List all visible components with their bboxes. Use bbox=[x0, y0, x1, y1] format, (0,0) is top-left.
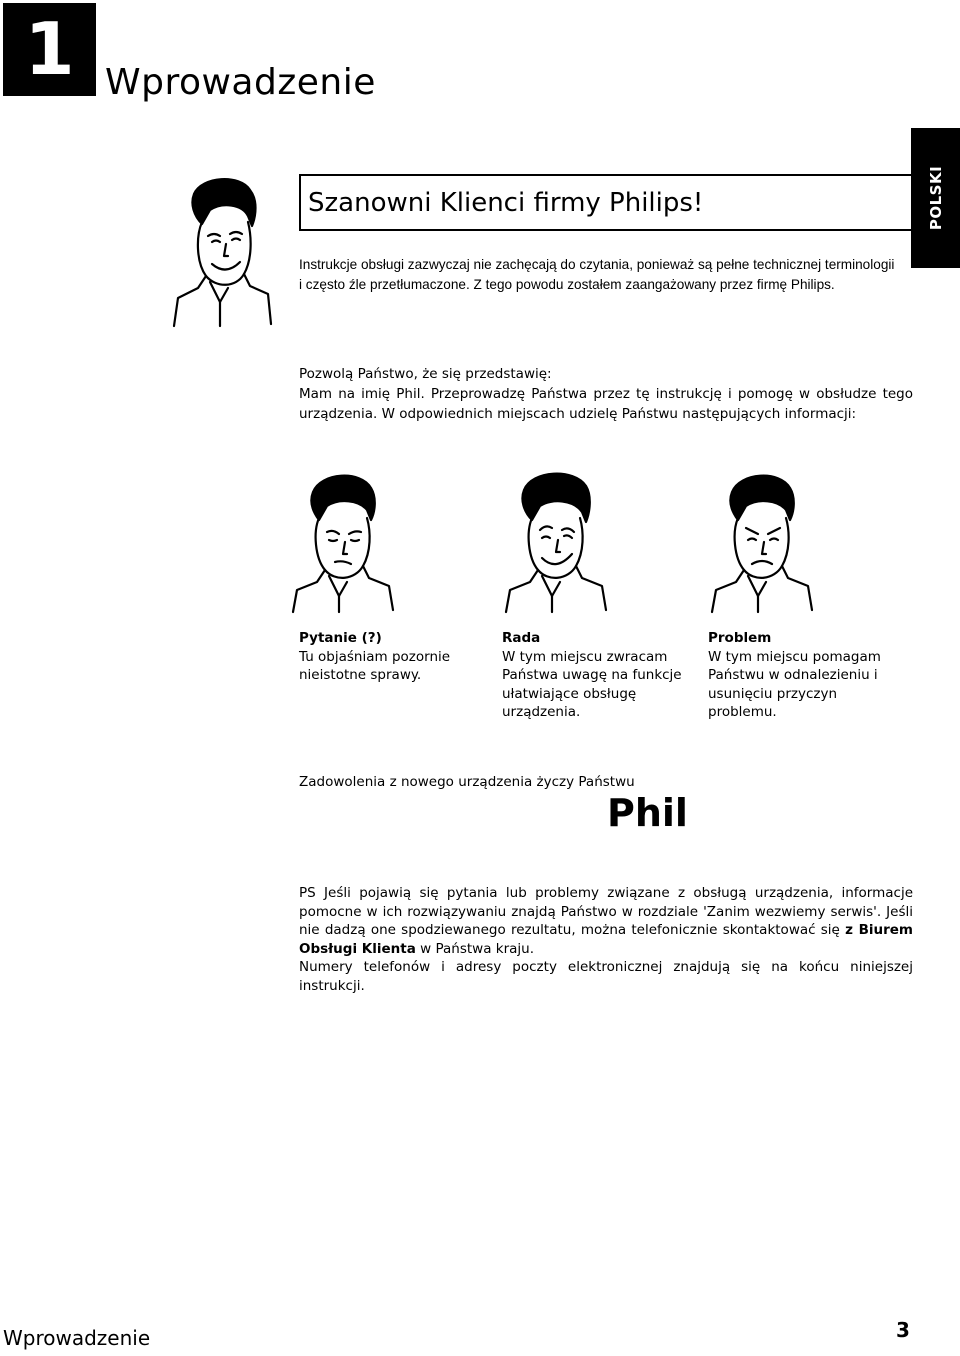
ps-text: PS Jeśli pojawią się pytania lub problemy związane z obsługą urządzenia, informacje pomocne w ich rozwiązywaniu znajdą Państwo w rozdziale 'Zanim wezwiemy serwis'. Jeśli nie dadzą one spodziewanego rezultatu, można telefonicznie skontaktować się bbox=[299, 885, 913, 938]
footer-section-title: Wprowadzenie bbox=[3, 1326, 151, 1350]
column-tip-line: urządzenia. bbox=[502, 704, 581, 720]
column-problem-line: usunięciu przyczyn bbox=[708, 685, 838, 702]
language-tab bbox=[911, 128, 960, 268]
introduction-line-2: Mam na imię Phil. Przeprowadzę Państwa przez tę instrukcję i pomogę w obsłudze tego bbox=[299, 386, 913, 402]
closing-text: Zadowolenia z nowego urządzenia życzy Państwu bbox=[299, 774, 635, 790]
language-tab-label: POLSKI bbox=[926, 165, 945, 231]
signature: Phil bbox=[607, 791, 688, 835]
column-tip-line: ułatwiające obsługę bbox=[502, 685, 637, 702]
column-question-line: Tu objaśniam pozornie bbox=[299, 648, 451, 665]
column-problem-title: Problem bbox=[708, 630, 772, 646]
column-tip-title: Rada bbox=[502, 630, 541, 646]
page-number: 3 bbox=[896, 1318, 910, 1342]
column-problem-line: Państwu w odnalezieniu i bbox=[708, 667, 878, 683]
column-tip-line: Państwa uwagę na funkcje bbox=[502, 667, 682, 683]
heading-box bbox=[299, 174, 914, 231]
phil-question-illustration bbox=[289, 470, 399, 615]
introduction-line-3: urządzenia. W odpowiednich miejscach udzielę Państwu następujących informacji: bbox=[299, 406, 857, 422]
introduction-line-1: Pozwolą Państwo, że się przedstawię: bbox=[299, 366, 552, 382]
intro-line-1: Instrukcje obsługi zazwyczaj nie zachęcają do czytania, ponieważ są pełne technicznej terminologii bbox=[299, 257, 895, 272]
ps-text-end: w Państwa kraju. bbox=[420, 940, 535, 957]
column-question-title: Pytanie (?) bbox=[299, 630, 382, 646]
chapter-title: Wprowadzenie bbox=[105, 62, 376, 103]
phil-portrait-illustration bbox=[172, 176, 272, 331]
phil-tip-illustration bbox=[502, 470, 612, 615]
phil-problem-illustration bbox=[708, 470, 818, 615]
ps-paragraph bbox=[299, 884, 913, 995]
column-problem-line: W tym miejscu pomagam bbox=[708, 648, 881, 665]
intro-line-2: i często źle przetłumaczone. Z tego powodu zostałem zaangażowany przez firmę Philips. bbox=[299, 277, 835, 292]
chapter-number-box: 1 bbox=[3, 3, 96, 96]
ps-bold-text: z Biurem Obsługi Klienta bbox=[299, 922, 914, 957]
heading-text: Szanowni Klienci firmy Philips! bbox=[308, 188, 704, 218]
column-tip-line: W tym miejscu zwracam bbox=[502, 648, 668, 665]
column-problem-line: problemu. bbox=[708, 704, 777, 720]
column-tip bbox=[502, 629, 697, 722]
ps-contact-line: Numery telefonów i adresy poczty elektronicznej znajdują się na końcu niniejszej instrukcji. bbox=[299, 959, 913, 994]
column-question-line: nieistotne sprawy. bbox=[299, 667, 422, 683]
column-question bbox=[299, 629, 489, 685]
column-problem bbox=[708, 629, 908, 722]
